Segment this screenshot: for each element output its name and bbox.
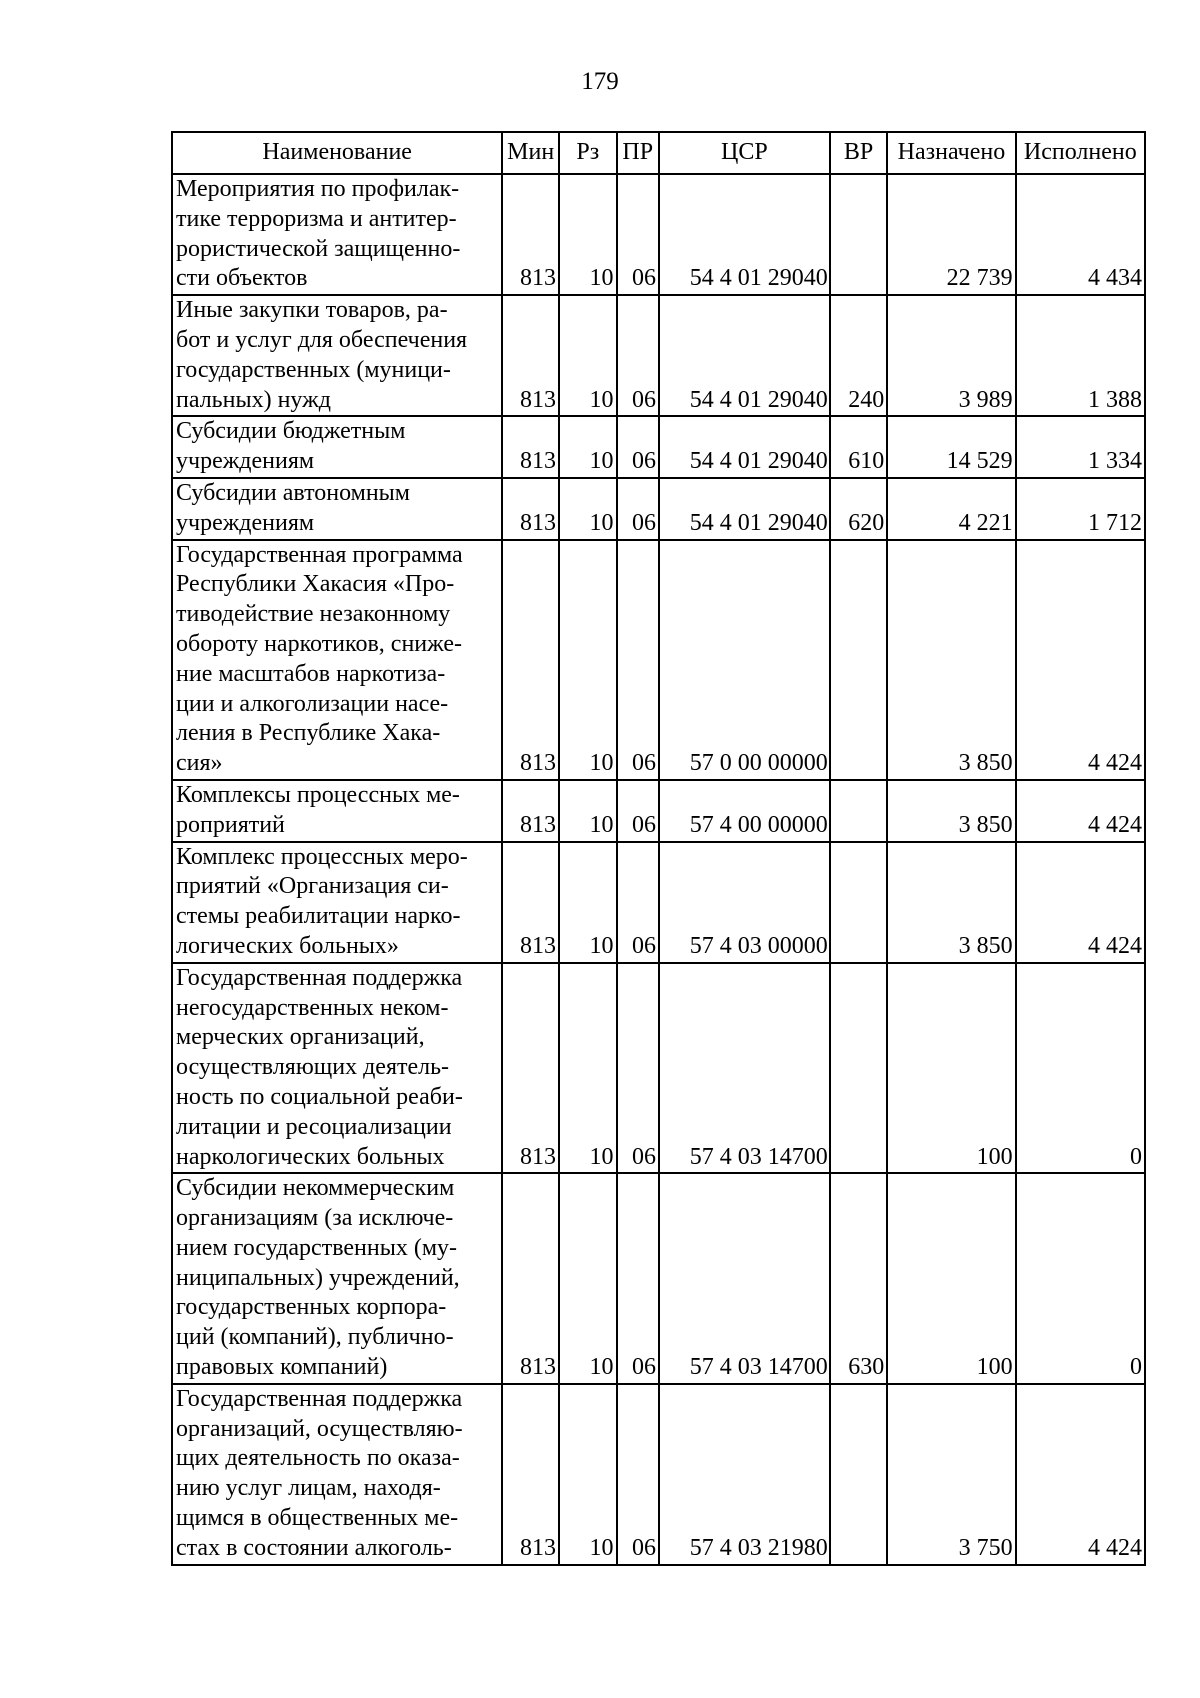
name-line: нию услуг лицам, находя- xyxy=(176,1475,441,1502)
cell-assigned: 3 850 xyxy=(887,842,1015,963)
cell-vr xyxy=(830,780,888,842)
cell-name xyxy=(172,842,502,963)
cell-pr: 06 xyxy=(617,540,659,780)
cell-min: 813 xyxy=(502,478,559,540)
cell-pr: 06 xyxy=(617,1173,659,1384)
cell-rz: 10 xyxy=(559,478,617,540)
cell-name xyxy=(172,478,502,540)
table-row xyxy=(172,780,1145,842)
name-line: Субсидии автономным xyxy=(176,479,410,506)
name-line: государственных (муници- xyxy=(176,356,451,383)
name-line: ций (компаний), публично- xyxy=(176,1324,454,1351)
name-line: сти объектов xyxy=(176,265,308,292)
cell-pr: 06 xyxy=(617,842,659,963)
name-line: Комплексы процессных ме- xyxy=(176,781,460,808)
name-line: ность по социальной реаби- xyxy=(176,1083,463,1110)
cell-vr xyxy=(830,1384,888,1565)
name-line: ниципальных) учреждений, xyxy=(176,1264,460,1291)
table-row xyxy=(172,295,1145,416)
name-line: щимся в общественных ме- xyxy=(176,1505,459,1532)
name-line: осуществляющих деятель- xyxy=(176,1054,450,1081)
name-line: государственных корпора- xyxy=(176,1294,447,1321)
header-assigned: Назначено xyxy=(887,132,1015,174)
cell-assigned: 4 221 xyxy=(887,478,1015,540)
table-row xyxy=(172,174,1145,295)
name-line: стемы реабилитации нарко- xyxy=(176,903,461,930)
cell-vr xyxy=(830,842,888,963)
cell-name xyxy=(172,1384,502,1565)
name-line: ции и алкоголизации насе- xyxy=(176,690,449,717)
name-line: Государственная поддержка xyxy=(176,964,463,991)
name-line: организациям (за исключе- xyxy=(176,1205,454,1232)
cell-csr: 54 4 01 29040 xyxy=(659,295,830,416)
name-line: наркологических больных xyxy=(176,1143,445,1170)
cell-assigned: 3 750 xyxy=(887,1384,1015,1565)
name-line: стах в состоянии алкоголь- xyxy=(176,1534,452,1561)
cell-vr xyxy=(830,174,888,295)
cell-assigned: 100 xyxy=(887,963,1015,1174)
cell-pr: 06 xyxy=(617,963,659,1174)
name-line: Республики Хакасия «Про- xyxy=(176,571,455,598)
header-executed: Исполнено xyxy=(1016,132,1145,174)
cell-csr: 57 4 03 14700 xyxy=(659,1173,830,1384)
cell-executed: 4 424 xyxy=(1016,540,1145,780)
cell-rz: 10 xyxy=(559,1384,617,1565)
name-line: Государственная поддержка xyxy=(176,1385,463,1412)
table-row xyxy=(172,416,1145,478)
cell-assigned: 3 989 xyxy=(887,295,1015,416)
cell-vr: 240 xyxy=(830,295,888,416)
cell-executed: 1 334 xyxy=(1016,416,1145,478)
cell-executed: 0 xyxy=(1016,1173,1145,1384)
name-line: рористической защищенно- xyxy=(176,235,461,262)
cell-csr: 57 4 00 00000 xyxy=(659,780,830,842)
cell-assigned: 100 xyxy=(887,1173,1015,1384)
cell-min: 813 xyxy=(502,174,559,295)
name-line: Иные закупки товаров, ра- xyxy=(176,297,448,324)
cell-name xyxy=(172,540,502,780)
cell-min: 813 xyxy=(502,1173,559,1384)
header-csr: ЦСР xyxy=(659,132,830,174)
name-line: Субсидии некоммерческим xyxy=(176,1175,455,1202)
name-line: ние масштабов наркотиза- xyxy=(176,660,446,687)
name-line: нием государственных (му- xyxy=(176,1234,458,1261)
cell-executed: 4 424 xyxy=(1016,780,1145,842)
cell-executed: 4 434 xyxy=(1016,174,1145,295)
name-line: Субсидии бюджетным xyxy=(176,418,406,445)
cell-vr xyxy=(830,963,888,1174)
cell-executed: 1 388 xyxy=(1016,295,1145,416)
cell-csr: 57 4 03 14700 xyxy=(659,963,830,1174)
cell-rz: 10 xyxy=(559,540,617,780)
cell-min: 813 xyxy=(502,416,559,478)
cell-assigned: 3 850 xyxy=(887,780,1015,842)
cell-rz: 10 xyxy=(559,295,617,416)
cell-vr xyxy=(830,540,888,780)
cell-csr: 57 4 03 00000 xyxy=(659,842,830,963)
name-line: правовых компаний) xyxy=(176,1354,388,1381)
name-line: Государственная программа xyxy=(176,541,463,568)
cell-rz: 10 xyxy=(559,780,617,842)
cell-name xyxy=(172,780,502,842)
table-row xyxy=(172,1384,1145,1565)
cell-vr: 630 xyxy=(830,1173,888,1384)
cell-csr: 54 4 01 29040 xyxy=(659,478,830,540)
table-row xyxy=(172,540,1145,780)
name-line: сия» xyxy=(176,750,223,777)
cell-assigned: 3 850 xyxy=(887,540,1015,780)
table-row xyxy=(172,842,1145,963)
name-line: Комплекс процессных меро- xyxy=(176,843,468,870)
cell-executed: 4 424 xyxy=(1016,1384,1145,1565)
name-line: учреждениям xyxy=(176,509,315,536)
name-line: Мероприятия по профилак- xyxy=(176,176,460,202)
name-line: мерческих организаций, xyxy=(176,1024,425,1051)
table-row xyxy=(172,1173,1145,1384)
cell-min: 813 xyxy=(502,963,559,1174)
cell-pr: 06 xyxy=(617,174,659,295)
name-line: приятий «Организация си- xyxy=(176,873,449,900)
name-line: щих деятельность по оказа- xyxy=(176,1445,460,1472)
name-line: роприятий xyxy=(176,811,285,838)
name-line: тике терроризма и антитер- xyxy=(176,205,457,232)
cell-executed: 0 xyxy=(1016,963,1145,1174)
table-row xyxy=(172,478,1145,540)
cell-rz: 10 xyxy=(559,1173,617,1384)
name-line: ления в Республике Хака- xyxy=(176,720,441,747)
name-line: литации и ресоциализации xyxy=(176,1113,452,1140)
cell-rz: 10 xyxy=(559,416,617,478)
cell-min: 813 xyxy=(502,842,559,963)
name-line: бот и услуг для обеспечения xyxy=(176,326,468,353)
cell-rz: 10 xyxy=(559,963,617,1174)
name-line: организаций, осуществляю- xyxy=(176,1415,463,1442)
cell-name xyxy=(172,963,502,1174)
table-row xyxy=(172,963,1145,1174)
cell-csr: 54 4 01 29040 xyxy=(659,416,830,478)
cell-rz: 10 xyxy=(559,842,617,963)
cell-name xyxy=(172,174,502,295)
cell-rz: 10 xyxy=(559,174,617,295)
table-body xyxy=(172,174,1145,1565)
name-line: негосударственных неком- xyxy=(176,994,449,1021)
cell-assigned: 22 739 xyxy=(887,174,1015,295)
table-header-row xyxy=(172,132,1145,174)
cell-vr: 620 xyxy=(830,478,888,540)
cell-executed: 4 424 xyxy=(1016,842,1145,963)
cell-csr: 57 0 00 00000 xyxy=(659,540,830,780)
cell-assigned: 14 529 xyxy=(887,416,1015,478)
cell-executed: 1 712 xyxy=(1016,478,1145,540)
name-line: тиводействие незаконному xyxy=(176,601,451,628)
cell-vr: 610 xyxy=(830,416,888,478)
header-rz: Рз xyxy=(559,132,617,174)
name-line: обороту наркотиков, сниже- xyxy=(176,630,463,657)
cell-pr: 06 xyxy=(617,478,659,540)
cell-pr: 06 xyxy=(617,416,659,478)
cell-csr: 54 4 01 29040 xyxy=(659,174,830,295)
header-min: Мин xyxy=(502,132,559,174)
cell-pr: 06 xyxy=(617,1384,659,1565)
name-line: логических больных» xyxy=(176,932,399,959)
header-pr: ПР xyxy=(617,132,659,174)
header-name: Наименование xyxy=(172,132,502,174)
name-line: учреждениям xyxy=(176,448,315,475)
cell-min: 813 xyxy=(502,780,559,842)
budget-table xyxy=(171,131,1146,1566)
cell-name xyxy=(172,416,502,478)
cell-name xyxy=(172,295,502,416)
cell-pr: 06 xyxy=(617,780,659,842)
cell-min: 813 xyxy=(502,295,559,416)
cell-min: 813 xyxy=(502,1384,559,1565)
cell-name xyxy=(172,1173,502,1384)
cell-csr: 57 4 03 21980 xyxy=(659,1384,830,1565)
cell-min: 813 xyxy=(502,540,559,780)
page-number: 179 xyxy=(581,68,619,95)
name-line: пальных) нужд xyxy=(176,386,331,413)
header-vr: ВР xyxy=(830,132,888,174)
cell-pr: 06 xyxy=(617,295,659,416)
